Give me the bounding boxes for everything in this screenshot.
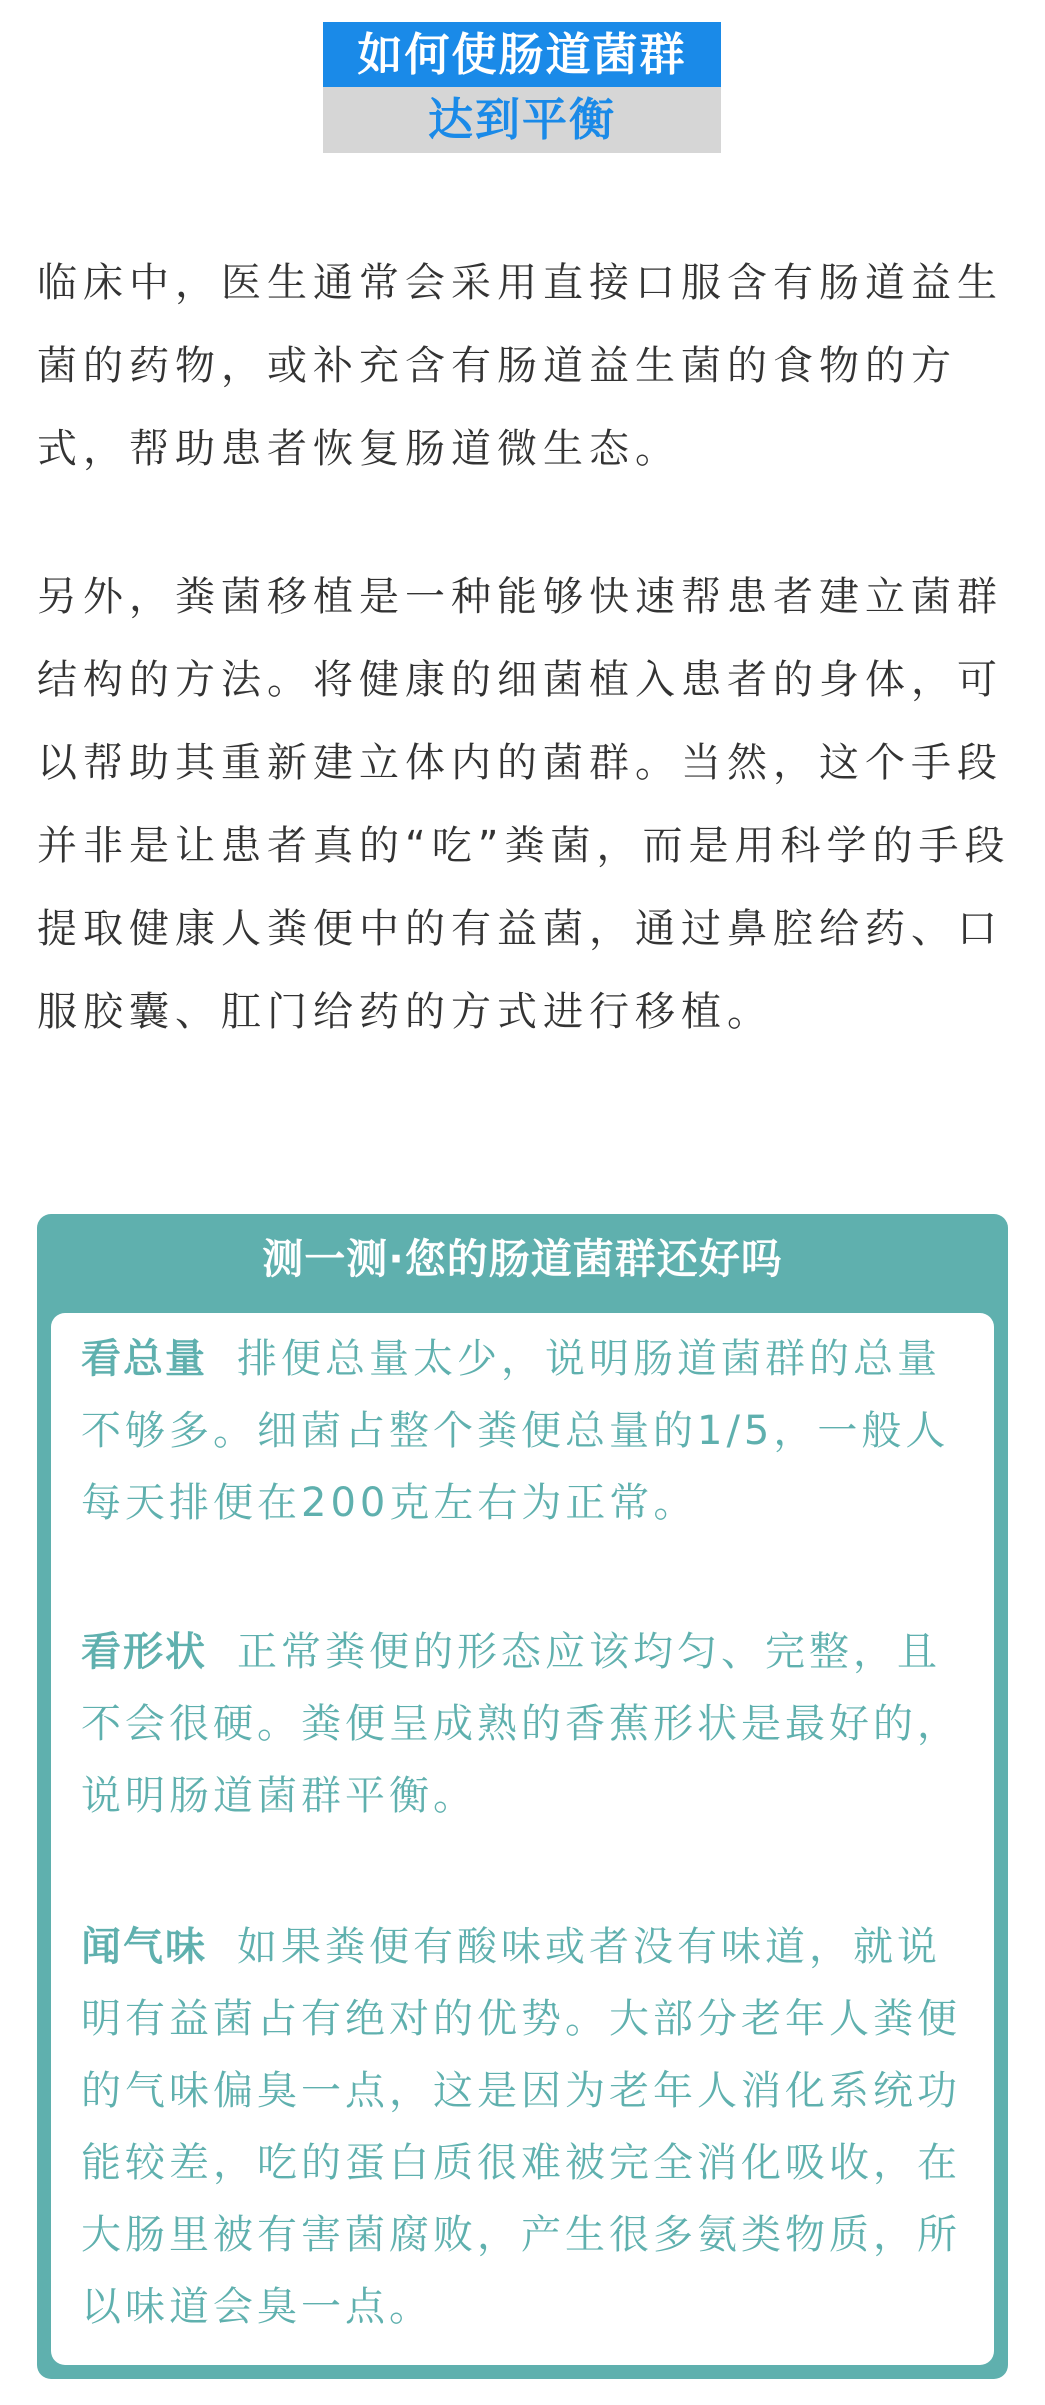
- section-title-line1: 如何使肠道菌群: [323, 22, 721, 87]
- quiz-item-text: 排便总量太少，说明肠道菌群的总量不够多。细菌占整个粪便总量的1/5，一般人每天排便在200克左右为正常。: [81, 1336, 950, 1526]
- quiz-item-label: 看总量: [81, 1336, 207, 1382]
- section-title-line2: 达到平衡: [323, 87, 721, 153]
- quiz-item-label: 闻气味: [81, 1924, 207, 1970]
- quiz-item-shape: [81, 1616, 976, 1832]
- quiz-title: 测一测·您的肠道菌群还好吗: [262, 1235, 783, 1283]
- quiz-item-label: 看形状: [81, 1629, 207, 1675]
- article-paragraph-1: 临床中，医生通常会采用直接口服含有肠道益生菌的药物，或补充含有肠道益生菌的食物的方式，帮助患者恢复肠道微生态。: [37, 260, 1003, 472]
- article-paragraph-2: 另外，粪菌移植是一种能够快速帮患者建立菌群结构的方法。将健康的细菌植入患者的身体，可以帮助其重新建立体内的菌群。当然，这个手段并非是让患者真的“吃”粪菌，而是用科学的手段提取健康人粪便中的有益菌，通过鼻腔给药、口服胶囊、肛门给药的方式进行移植。: [37, 574, 1011, 1035]
- quiz-item-text: 如果粪便有酸味或者没有味道，就说明有益菌占有绝对的优势。大部分老年人粪便的气味偏臭一点，这是因为老年人消化系统功能较差，吃的蛋白质很难被完全消化吸收，在大肠里被有害菌腐败，产生很多氨类物质，所以味道会臭一点。: [81, 1924, 961, 2330]
- quiz-content: [51, 1313, 994, 2365]
- quiz-item-text: 正常粪便的形态应该均匀、完整，且不会很硬。粪便呈成熟的香蕉形状是最好的，说明肠道菌群平衡。: [81, 1629, 961, 1819]
- quiz-item-smell: [81, 1911, 976, 2343]
- quiz-box: [37, 1214, 1008, 2379]
- quiz-item-total-amount: [81, 1323, 976, 1539]
- section-title: [323, 22, 721, 153]
